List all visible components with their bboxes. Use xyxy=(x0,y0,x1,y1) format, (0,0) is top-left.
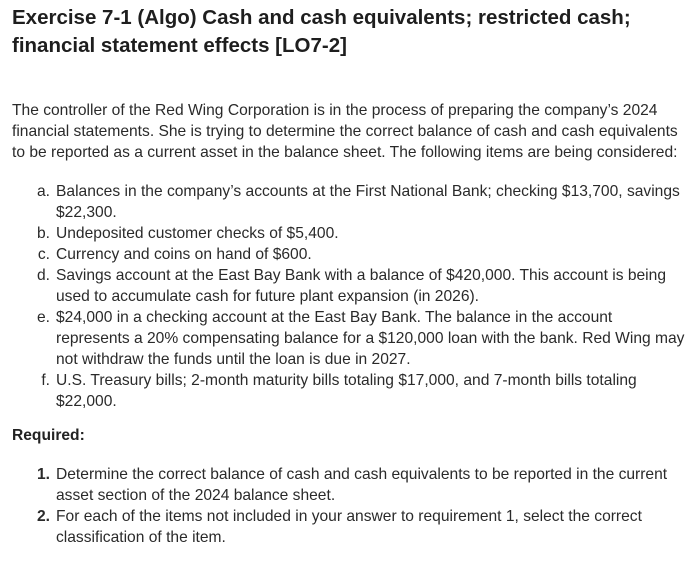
requirement-text: For each of the items not included in your answer to requirement 1, select the correct classification of the item. xyxy=(56,508,642,546)
item-text: U.S. Treasury bills; 2-month maturity bills totaling $17,000, and 7-month bills totaling $22,000. xyxy=(56,372,637,410)
list-item xyxy=(12,307,688,370)
requirements-list xyxy=(12,464,688,548)
intro-paragraph: The controller of the Red Wing Corporation is in the process of preparing the company’s 2024 financial statements. She is trying to determine the correct balance of cash and cash equivalents to be reported as a current asset in the balance sheet. The following items are being considered: xyxy=(12,102,678,161)
item-marker: c. xyxy=(37,246,50,263)
item-text: Currency and coins on hand of $600. xyxy=(56,246,312,263)
item-text: Balances in the company’s accounts at the First National Bank; checking $13,700, savings $22,300. xyxy=(56,183,680,221)
list-item xyxy=(12,265,688,307)
requirement-item xyxy=(12,464,688,506)
requirement-marker: 2. xyxy=(36,508,50,525)
requirement-text: Determine the correct balance of cash and cash equivalents to be reported in the current asset section of the 2024 balance sheet. xyxy=(56,466,668,504)
item-text: Savings account at the East Bay Bank with a balance of $420,000. This account is being used to accumulate cash for future plant expansion (in 2026). xyxy=(56,267,666,305)
exercise-title: Exercise 7-1 (Algo) Cash and cash equivalents; restricted cash; financial statement effects [LO7-2] xyxy=(12,6,631,57)
item-marker: a. xyxy=(36,183,50,200)
list-item xyxy=(12,223,688,244)
item-text: $24,000 in a checking account at the East Bay Bank. The balance in the account represents a 20% compensating balance for a $120,000 loan with the bank. Red Wing may not withdraw the funds until the loan is due in 2027. xyxy=(56,309,685,368)
list-item xyxy=(12,181,688,223)
required-heading: Required: xyxy=(12,427,85,444)
items-list xyxy=(12,181,688,412)
item-marker: b. xyxy=(36,225,50,242)
item-marker: f. xyxy=(41,372,50,389)
item-marker: d. xyxy=(36,267,50,284)
requirement-marker: 1. xyxy=(36,466,50,483)
list-item xyxy=(12,370,688,412)
requirement-item xyxy=(12,506,688,548)
item-marker: e. xyxy=(36,309,50,326)
item-text: Undeposited customer checks of $5,400. xyxy=(56,225,339,242)
list-item xyxy=(12,244,688,265)
